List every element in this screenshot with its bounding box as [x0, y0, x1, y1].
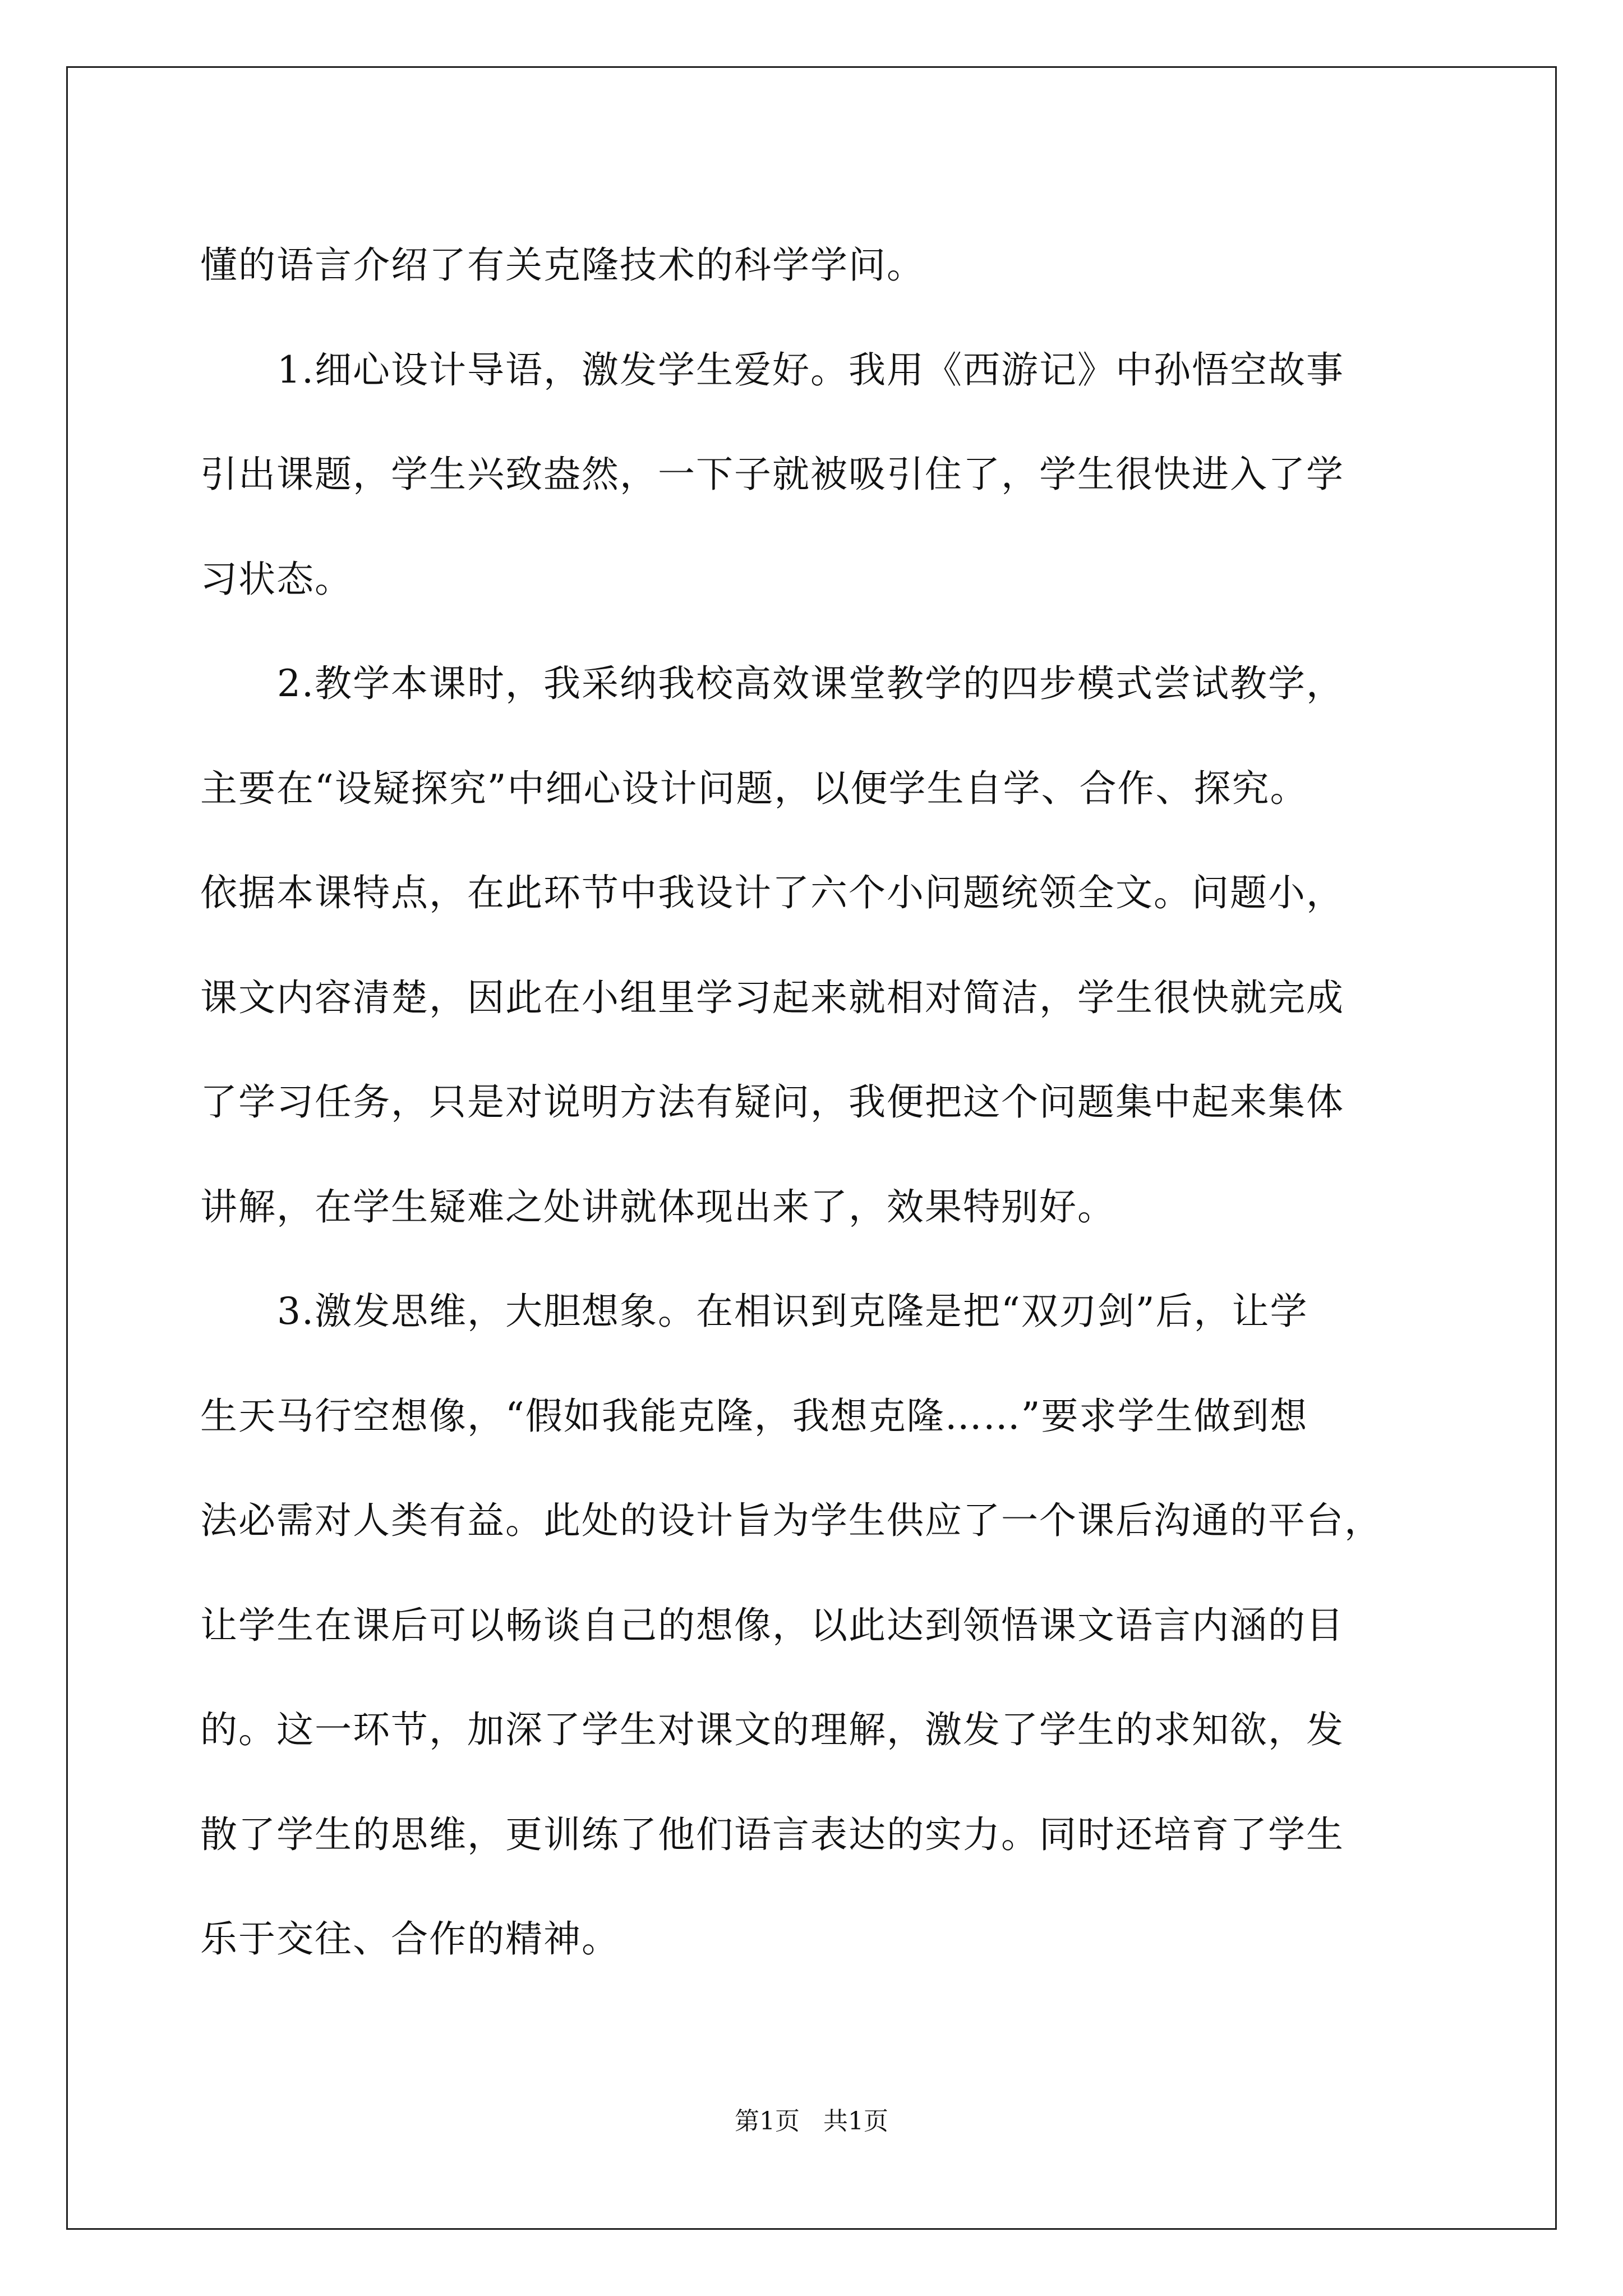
paragraph-line: 了学习任务，只是对说明方法有疑问，我便把这个问题集中起来集体: [200, 1080, 1344, 1124]
paragraph-line: 讲解，在学生疑难之处讲就体现出来了，效果特别好。: [200, 1185, 1115, 1228]
document-body: [200, 213, 1451, 1992]
paragraph-line: 1.细心设计导语，激发学生爱好。我用《西游记》中孙悟空故事: [277, 348, 1344, 392]
paragraph-line: 让学生在课后可以畅谈自己的想像，以此达到领悟课文语言内涵的目: [200, 1603, 1344, 1647]
paragraph-line: 懂的语言介绍了有关克隆技术的科学学问。: [200, 243, 925, 287]
paragraph-line: 法必需对人类有益。此处的设计旨为学生供应了一个课后沟通的平台，: [200, 1499, 1382, 1542]
paragraph-line: 主要在“设疑探究”中细心设计问题，以便学生自学、合作、探究。: [200, 766, 1308, 810]
paragraph-line: 的。这一环节，加深了学生对课文的理解，激发了学生的求知欲，发: [200, 1708, 1344, 1751]
paragraph-line: 2.教学本课时，我采纳我校高效课堂教学的四步模式尝试教学，: [277, 662, 1344, 705]
paragraph-line: 乐于交往、合作的精神。: [200, 1917, 620, 1961]
paragraph-line: 3.激发思维，大胆想象。在相识到克隆是把“双刃剑”后，让学: [277, 1290, 1308, 1333]
page-number-footer: 第1页 共1页: [735, 2107, 888, 2136]
paragraph-line: 习状态。: [200, 557, 353, 601]
paragraph-line: 课文内容清楚，因此在小组里学习起来就相对简洁，学生很快就完成: [200, 976, 1344, 1019]
paragraph-line: 散了学生的思维，更训练了他们语言表达的实力。同时还培育了学生: [200, 1812, 1344, 1856]
paragraph-line: 生天马行空想像，“假如我能克隆，我想克隆……”要求学生做到想: [200, 1394, 1308, 1438]
paragraph-line: 引出课题，学生兴致盎然，一下子就被吸引住了，学生很快进入了学: [200, 453, 1344, 496]
paragraph-line: 依据本课特点，在此环节中我设计了六个小问题统领全文。问题小，: [200, 871, 1344, 914]
